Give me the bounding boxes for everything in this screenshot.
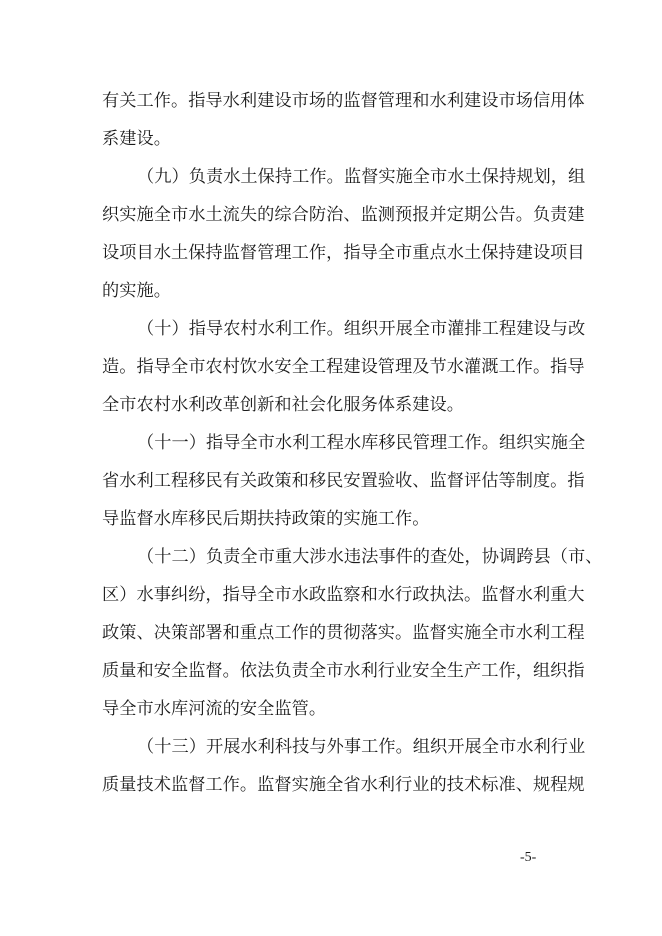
text-line: 设项目水土保持监督管理工作，指导全市重点水土保持建设项目 [102, 243, 585, 263]
text-line: （十三）开展水利科技与外事工作。组织开展全市水利行业 [137, 737, 586, 757]
text-line: 区）水事纠纷，指导全市水政监察和水行政执法。监督水利重大 [102, 585, 585, 605]
page-number: -5- [520, 850, 537, 865]
text-line: 导监督水库移民后期扶持政策的实施工作。 [102, 509, 430, 529]
text-line: （十一）指导全市水利工程水库移民管理工作。组织实施全 [137, 433, 586, 453]
text-line: 导全市水库河流的安全监管。 [102, 699, 327, 719]
text-line: 织实施全市水土流失的综合防治、监测预报并定期公告。负责建 [102, 205, 585, 225]
text-line: 质量技术监督工作。监督实施全省水利行业的技术标准、规程规 [102, 775, 585, 795]
text-line: 造。指导全市农村饮水安全工程建设管理及节水灌溉工作。指导 [102, 357, 585, 377]
text-line: 省水利工程移民有关政策和移民安置验收、监督评估等制度。指 [102, 471, 585, 491]
text-line: 全市农村水利改革创新和社会化服务体系建设。 [102, 395, 464, 415]
text-line: （十二）负责全市重大涉水违法事件的查处，协调跨县（市、 [137, 547, 603, 567]
text-line: 有关工作。指导水利建设市场的监督管理和水利建设市场信用体 [102, 91, 585, 111]
text-line: （十）指导农村水利工作。组织开展全市灌排工程建设与改 [137, 319, 586, 339]
text-line: 系建设。 [102, 129, 171, 149]
text-line: 政策、决策部署和重点工作的贯彻落实。监督实施全市水利工程 [102, 623, 585, 643]
text-line: 质量和安全监督。依法负责全市水利行业安全生产工作，组织指 [102, 661, 585, 681]
text-line: 的实施。 [102, 281, 171, 301]
text-line: （九）负责水土保持工作。监督实施全市水土保持规划，组 [137, 167, 586, 187]
